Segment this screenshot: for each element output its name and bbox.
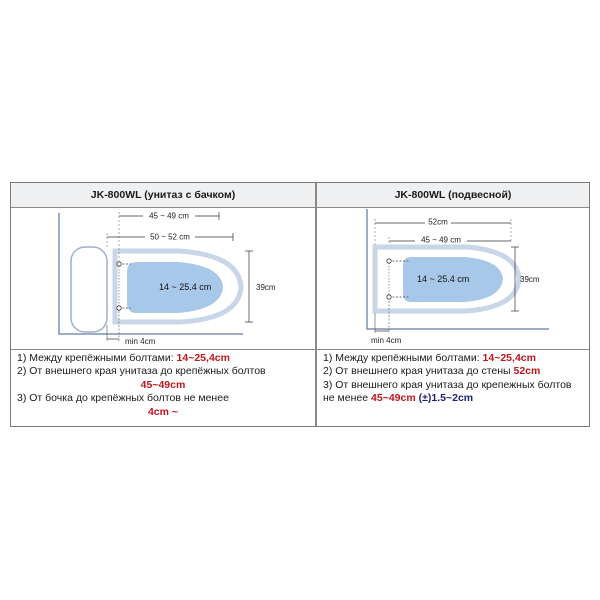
tank-shape xyxy=(71,247,107,332)
note-1: 1) Между крепёжными болтами: 14~25,4cm xyxy=(323,352,536,364)
note-1: 1) Между крепёжными болтами: 14~25,4cm xyxy=(17,352,230,364)
bolt-bottom xyxy=(117,306,121,310)
wall-hung-diagram xyxy=(317,207,589,350)
dim-bolt-to-front-label: 45 ~ 49 cm xyxy=(149,211,189,221)
note-3: 3) От внешнего края унитаза до крепежных болтов xyxy=(323,378,572,391)
note-3-cont: не менее 45~49cm (±)1.5~2cm xyxy=(323,392,474,405)
note-1-value: 14~25,4cm xyxy=(482,352,536,364)
tank-toilet-drawing xyxy=(11,207,315,349)
tank-toilet-column xyxy=(11,183,315,426)
dim-bolt-spacing-label: 14 ~ 25.4 cm xyxy=(417,274,470,284)
wall-hung-column xyxy=(317,183,589,426)
note-3-value: 45~49cm xyxy=(371,392,416,405)
note-2-value: 45~49cm xyxy=(140,378,186,391)
note-3-value: 4cm ~ xyxy=(147,405,179,418)
note-3-value2: 1.5~2cm xyxy=(431,392,474,405)
dim-min-gap-label: min 4cm xyxy=(371,336,402,345)
wall-hung-notes xyxy=(317,350,589,426)
dim-total-length-label: 52cm xyxy=(428,217,448,227)
bolt-top xyxy=(387,259,391,263)
dim-bolt-to-front-label: 45 ~ 49 cm xyxy=(421,235,461,245)
dim-min-gap-label: min 4cm xyxy=(125,337,156,346)
wall-hung-title: JK-800WL (подвесной) xyxy=(317,183,589,208)
note-3: 3) От бочка до крепёжных болтов не менее xyxy=(17,392,229,405)
dim-bolt-spacing-label: 14 ~ 25.4 cm xyxy=(159,282,212,292)
bolt-bottom xyxy=(387,295,391,299)
dim-seat-length-label: 50 ~ 52 cm xyxy=(150,232,190,242)
note-2: 2) От внешнего края унитаза до стены 52cm xyxy=(323,365,541,378)
tank-toilet-title: JK-800WL (унитаз с бачком) xyxy=(11,183,315,208)
bolt-top xyxy=(117,262,121,266)
note-2-value: 52cm xyxy=(513,365,541,378)
installation-table xyxy=(10,182,590,427)
wall-hung-drawing xyxy=(317,207,589,349)
note-1-value: 14~25,4cm xyxy=(176,352,230,364)
note-2: 2) От внешнего края унитаза до крепёжных болтов xyxy=(17,365,266,378)
tank-toilet-notes xyxy=(11,350,315,426)
dim-height-label: 39cm xyxy=(256,283,276,292)
tank-toilet-diagram xyxy=(11,207,315,350)
dim-height-label: 39cm xyxy=(520,275,540,284)
